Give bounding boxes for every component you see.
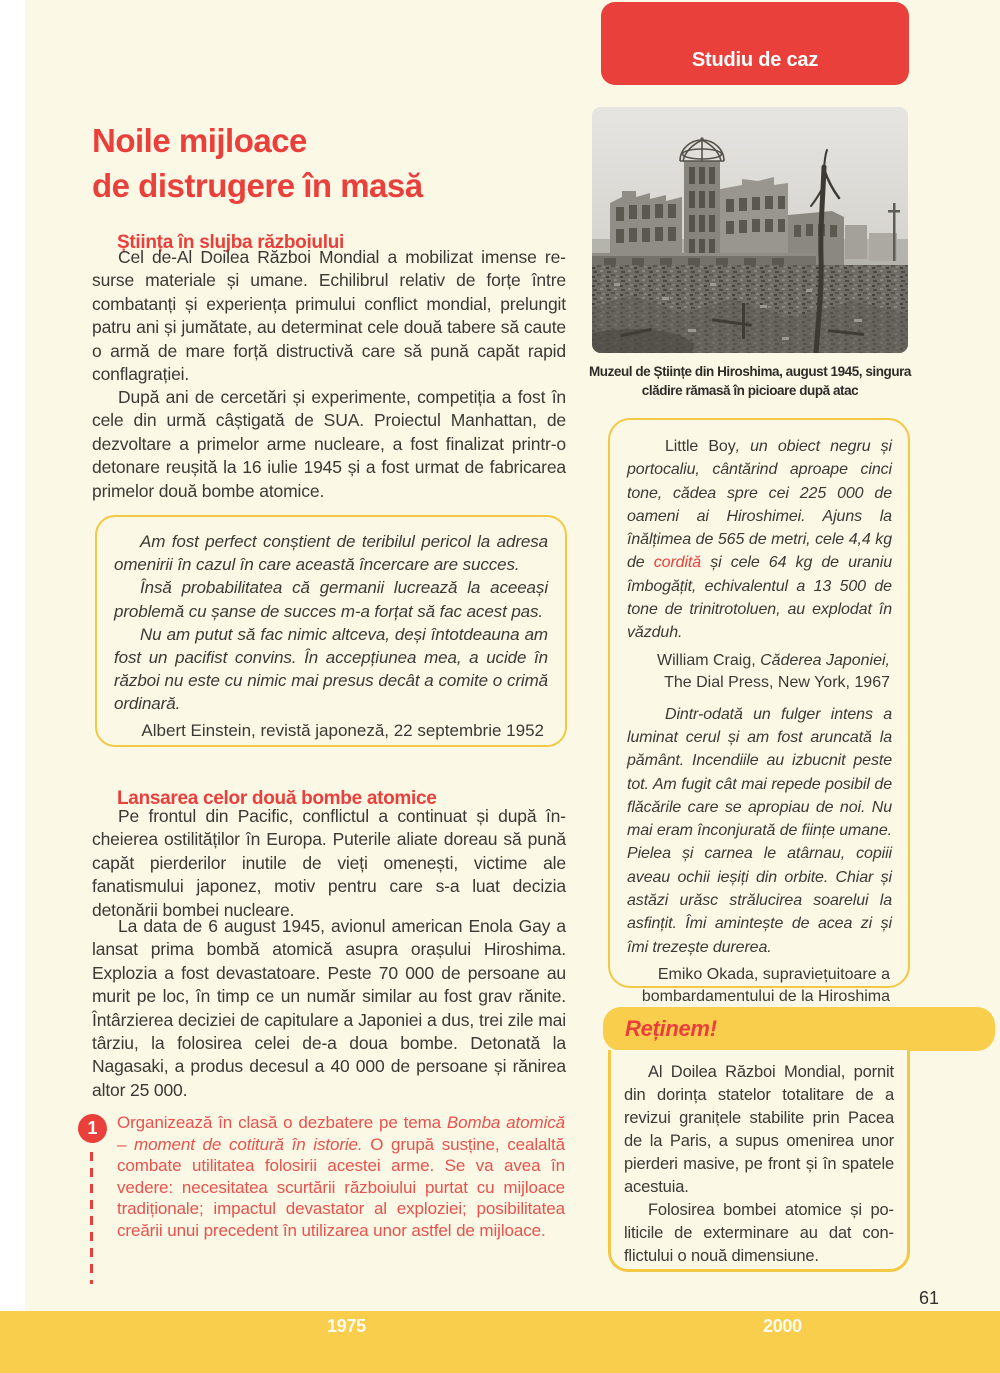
- paragraph-4: La data de 6 august 1945, avionul american Enola Gay a lansat prima bombă atomică asupra orașului Hiroshima. Explozia a fost devastatoare. Peste 70 000 de persoane au murit pe loc, în timp ce un număr similar au fost grav rănite. Întârzierea deciziei de capitulare a Japoniei a dus, trei zile mai târziu, la folosirea celei de-a doua bombe. Detonată la Nagasaki, a produs decesul a 40 000 de persoane și rănirea altor 25 000.: [92, 916, 566, 1100]
- retain-box: [608, 1050, 910, 1272]
- craig-attribution: [627, 650, 890, 694]
- einstein-quote-p3: Nu am putut să fac nimic altceva, deși întotdeauna am fost un pacifist convins. În accepțiunea mea, a ucide în război nu este cu nimic mai presus decât a comite o crimă ordinară.: [114, 624, 548, 714]
- einstein-quote-attribution: Albert Einstein, revistă japoneză, 22 septembrie 1952: [141, 720, 544, 740]
- exercise-text-topic: Bomba atomică – moment de cotitură în istorie.: [117, 1113, 566, 1154]
- craig-book-title: Căderea Japoniei,: [760, 651, 890, 669]
- exercise-text: [117, 1112, 565, 1241]
- exercise-number-badge: 1: [78, 1114, 107, 1143]
- photo-caption-line2: clădire rămasă în picioare după atac: [641, 383, 859, 398]
- little-boy-text-1: , un obiect negru și portocaliu, cântărind aproape cinci tone, cădea spre cei 225 000 de oameni ai Hiroshimei. Ajuns la înălțimea de 565 de metri, cele 4,4 kg de: [627, 438, 892, 572]
- case-study-label: Studiu de caz: [691, 49, 819, 71]
- okada-attribution-line2: bombardamentului de la Hiroshima: [641, 987, 890, 1005]
- page-number: 61: [919, 1288, 940, 1308]
- page-title-line1: Noile mijloace: [92, 122, 307, 160]
- hiroshima-ruins-illustration: [592, 107, 908, 353]
- retain-header-band: [603, 1007, 995, 1051]
- little-boy-text-2: și cele 64 kg de uraniu îmbogățit, echivalentul a 13 500 de tone de trinitrotoluen, au explodat în văzduh.: [627, 554, 892, 642]
- exercise-text-rest: O grupă susține, cealaltă combate utilitatea folosirii acestei arme. Se va avea în vedere: necesitatea scurtării războiului purtat cu mijloace tradiționale; impactul devastator al exploziei; posibilitatea creării unui precedent în utilizarea unor astfel de mijloace.: [117, 1134, 566, 1240]
- paragraph-3: Pe frontul din Pacific, conflictul a continuat și după încheierea ostilităților în Europa. Puterile aliate doreau să pună capăt pierderilor inutile de vieți omenești, victime ale fanatismului japonez, motiv pentru care s-a luat decizia detonării bombei nucleare.: [92, 806, 566, 920]
- little-boy-quote: [627, 435, 892, 645]
- craig-attribution-line1: [627, 650, 890, 672]
- retain-label: Reținem!: [625, 1016, 717, 1041]
- section-heading-science: Știința în slujba războiului: [117, 231, 345, 253]
- photo-caption-line1: Muzeul de Științe din Hiroshima, august 1945, singura: [589, 364, 911, 379]
- okada-attribution: [627, 964, 890, 1008]
- exercise-dashed-line: [90, 1152, 93, 1284]
- craig-attribution-line2: The Dial Press, New York, 1967: [664, 673, 890, 691]
- hiroshima-photo: [592, 107, 908, 353]
- page-title: [92, 118, 572, 208]
- paragraph-2: După ani de cercetări și experimente, competiția a fost în cele din urmă câștigată de SUA. Proiectul Manhattan, de dezvoltare a primelor arme nucleare, a fost finalizat printr-o detonare reușită la 16 iulie 1945 și a fost urmat de fabricarea primelor două bombe atomice.: [92, 387, 566, 501]
- timeline-year-1975: 1975: [327, 1316, 366, 1336]
- craig-name: William Craig,: [657, 651, 761, 669]
- retain-p2: Folosirea bombei atomice și politicile de exterminare au dat conflictului o nouă dimensiune.: [624, 1201, 894, 1265]
- page-title-line2: de distrugere în masă: [92, 167, 423, 205]
- einstein-quote-box: [95, 515, 567, 747]
- photo-caption: [582, 362, 918, 400]
- okada-quote: Dintr-odată un fulger intens a luminat cerul și am fost aruncată la pământ. Incendiile au izbucnit peste tot. Am fugit cât mai repede posibil de flăcările care se apropiau de noi. Nu mai eram înconjurată de ființe umane. Pielea și carnea le atârnau, copiii aveau ochii ieșiți din orbite. Chiar și astăzi urăsc strălucirea soarelui la asfințit. Îmi amintește de acea zi și îmi trezește durerea.: [627, 705, 892, 956]
- section-heading-bombs: Lansarea celor două bombe atomice: [117, 787, 437, 809]
- okada-attribution-line1: Emiko Okada, supraviețuitoare a: [657, 965, 890, 983]
- retain-p1: Al Doilea Război Mondial, pornit din dorința statelor totalitare de a revizui granițele stabilite prin Pacea de la Paris, a supus omenirea unor pierderi masive, pe front și în spatele acestuia.: [624, 1063, 894, 1196]
- timeline-bar: [0, 1311, 1000, 1373]
- exercise-1: [87, 1112, 566, 1241]
- exercise-text-lead: Organizează în clasă o dezbatere pe tema: [117, 1113, 447, 1132]
- case-study-badge: [601, 2, 909, 85]
- sources-quote-box: [608, 418, 910, 1005]
- paragraph-1: Cel de-Al Doilea Război Mondial a mobilizat imense resurse materiale și umane. Echilibrul relativ de forțe între combatanți și experiența primului conflict mondial, prelungit patru ani și jumătate, au determinat cele două tabere să caute o armă de mare forță distructivă care să pună capăt rapid conflagrației.: [92, 247, 566, 385]
- einstein-quote-p2: Însă probabilitatea că germanii lucrează la aceeași problemă cu șanse de succes m-a forțat să fac acest pas.: [114, 578, 548, 621]
- timeline-year-2000: 2000: [763, 1316, 802, 1336]
- page-margin: [0, 0, 25, 1311]
- einstein-quote-p1: Am fost perfect conștient de teribilul pericol la adresa omenirii în cazul în care această încercare are succes.: [114, 532, 548, 575]
- little-boy-name: Little Boy: [665, 438, 736, 455]
- cordita-highlight: cordită: [653, 554, 702, 572]
